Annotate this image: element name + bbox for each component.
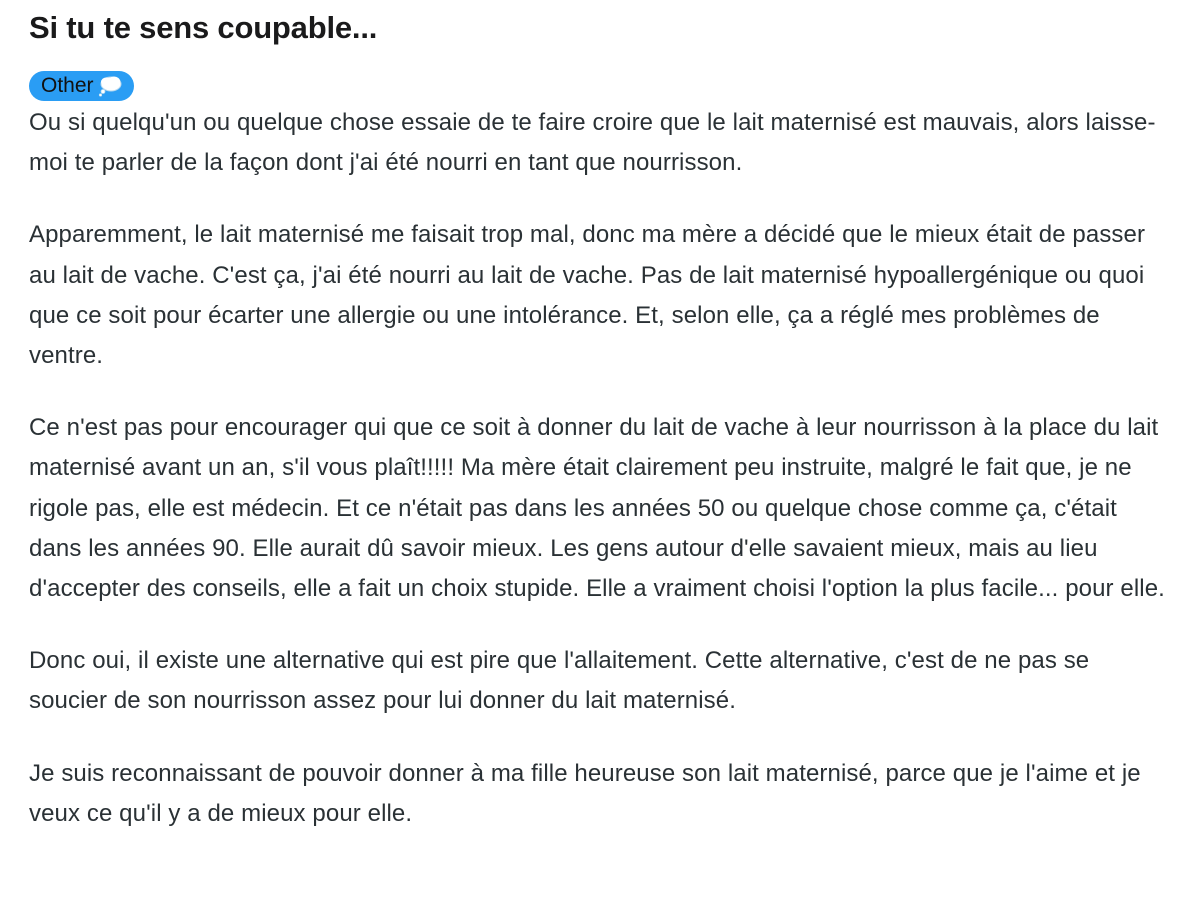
post-paragraph: Ce n'est pas pour encourager qui que ce soit à donner du lait de vache à leur nourrisson à la place du lait maternisé avant un an, s'il vous plaît!!!!! Ma mère était clairement peu instruite, malgré le fait que, je ne rigole pas, elle est médecin. Et ce n'était pas dans les années 50 ou quelque chose comme ça, c'était dans les années 90. Elle aurait dû savoir mieux. Les gens autour d'elle savaient mieux, mais au lieu d'accepter des conseils, elle a fait un choix stupide. Elle a vraiment choisi l'option la plus facile... pour elle. (29, 414, 1165, 603)
post-paragraph: Donc oui, il existe une alternative qui est pire que l'allaitement. Cette alternative, c'est de ne pas se soucier de son nourrisson assez pour lui donner du lait maternisé. (29, 647, 1090, 715)
post-paragraph: Ou si quelqu'un ou quelque chose essaie de te faire croire que le lait maternisé est mauvais, alors laisse-moi te parler de la façon dont j'ai été nourri en tant que nourrisson. (29, 109, 1156, 177)
flair-label: Other (41, 74, 94, 97)
thought-bubble-icon (98, 75, 122, 97)
post-title[interactable]: Si tu te sens coupable... (29, 10, 378, 45)
post-flair[interactable] (29, 71, 134, 101)
post-paragraph: Je suis reconnaissant de pouvoir donner à ma fille heureuse son lait maternisé, parce que je l'aime et je veux ce qu'il y a de mieux pour elle. (29, 759, 1141, 827)
post-body (29, 103, 1174, 834)
post-paragraph: Apparemment, le lait maternisé me faisait trop mal, donc ma mère a décidé que le mieux était de passer au lait de vache. C'est ça, j'ai été nourri au lait de vache. Pas de lait maternisé hypoallergénique ou quoi que ce soit pour écarter une allergie ou une intolérance. Et, selon elle, ça a réglé mes problèmes de ventre. (29, 221, 1146, 370)
